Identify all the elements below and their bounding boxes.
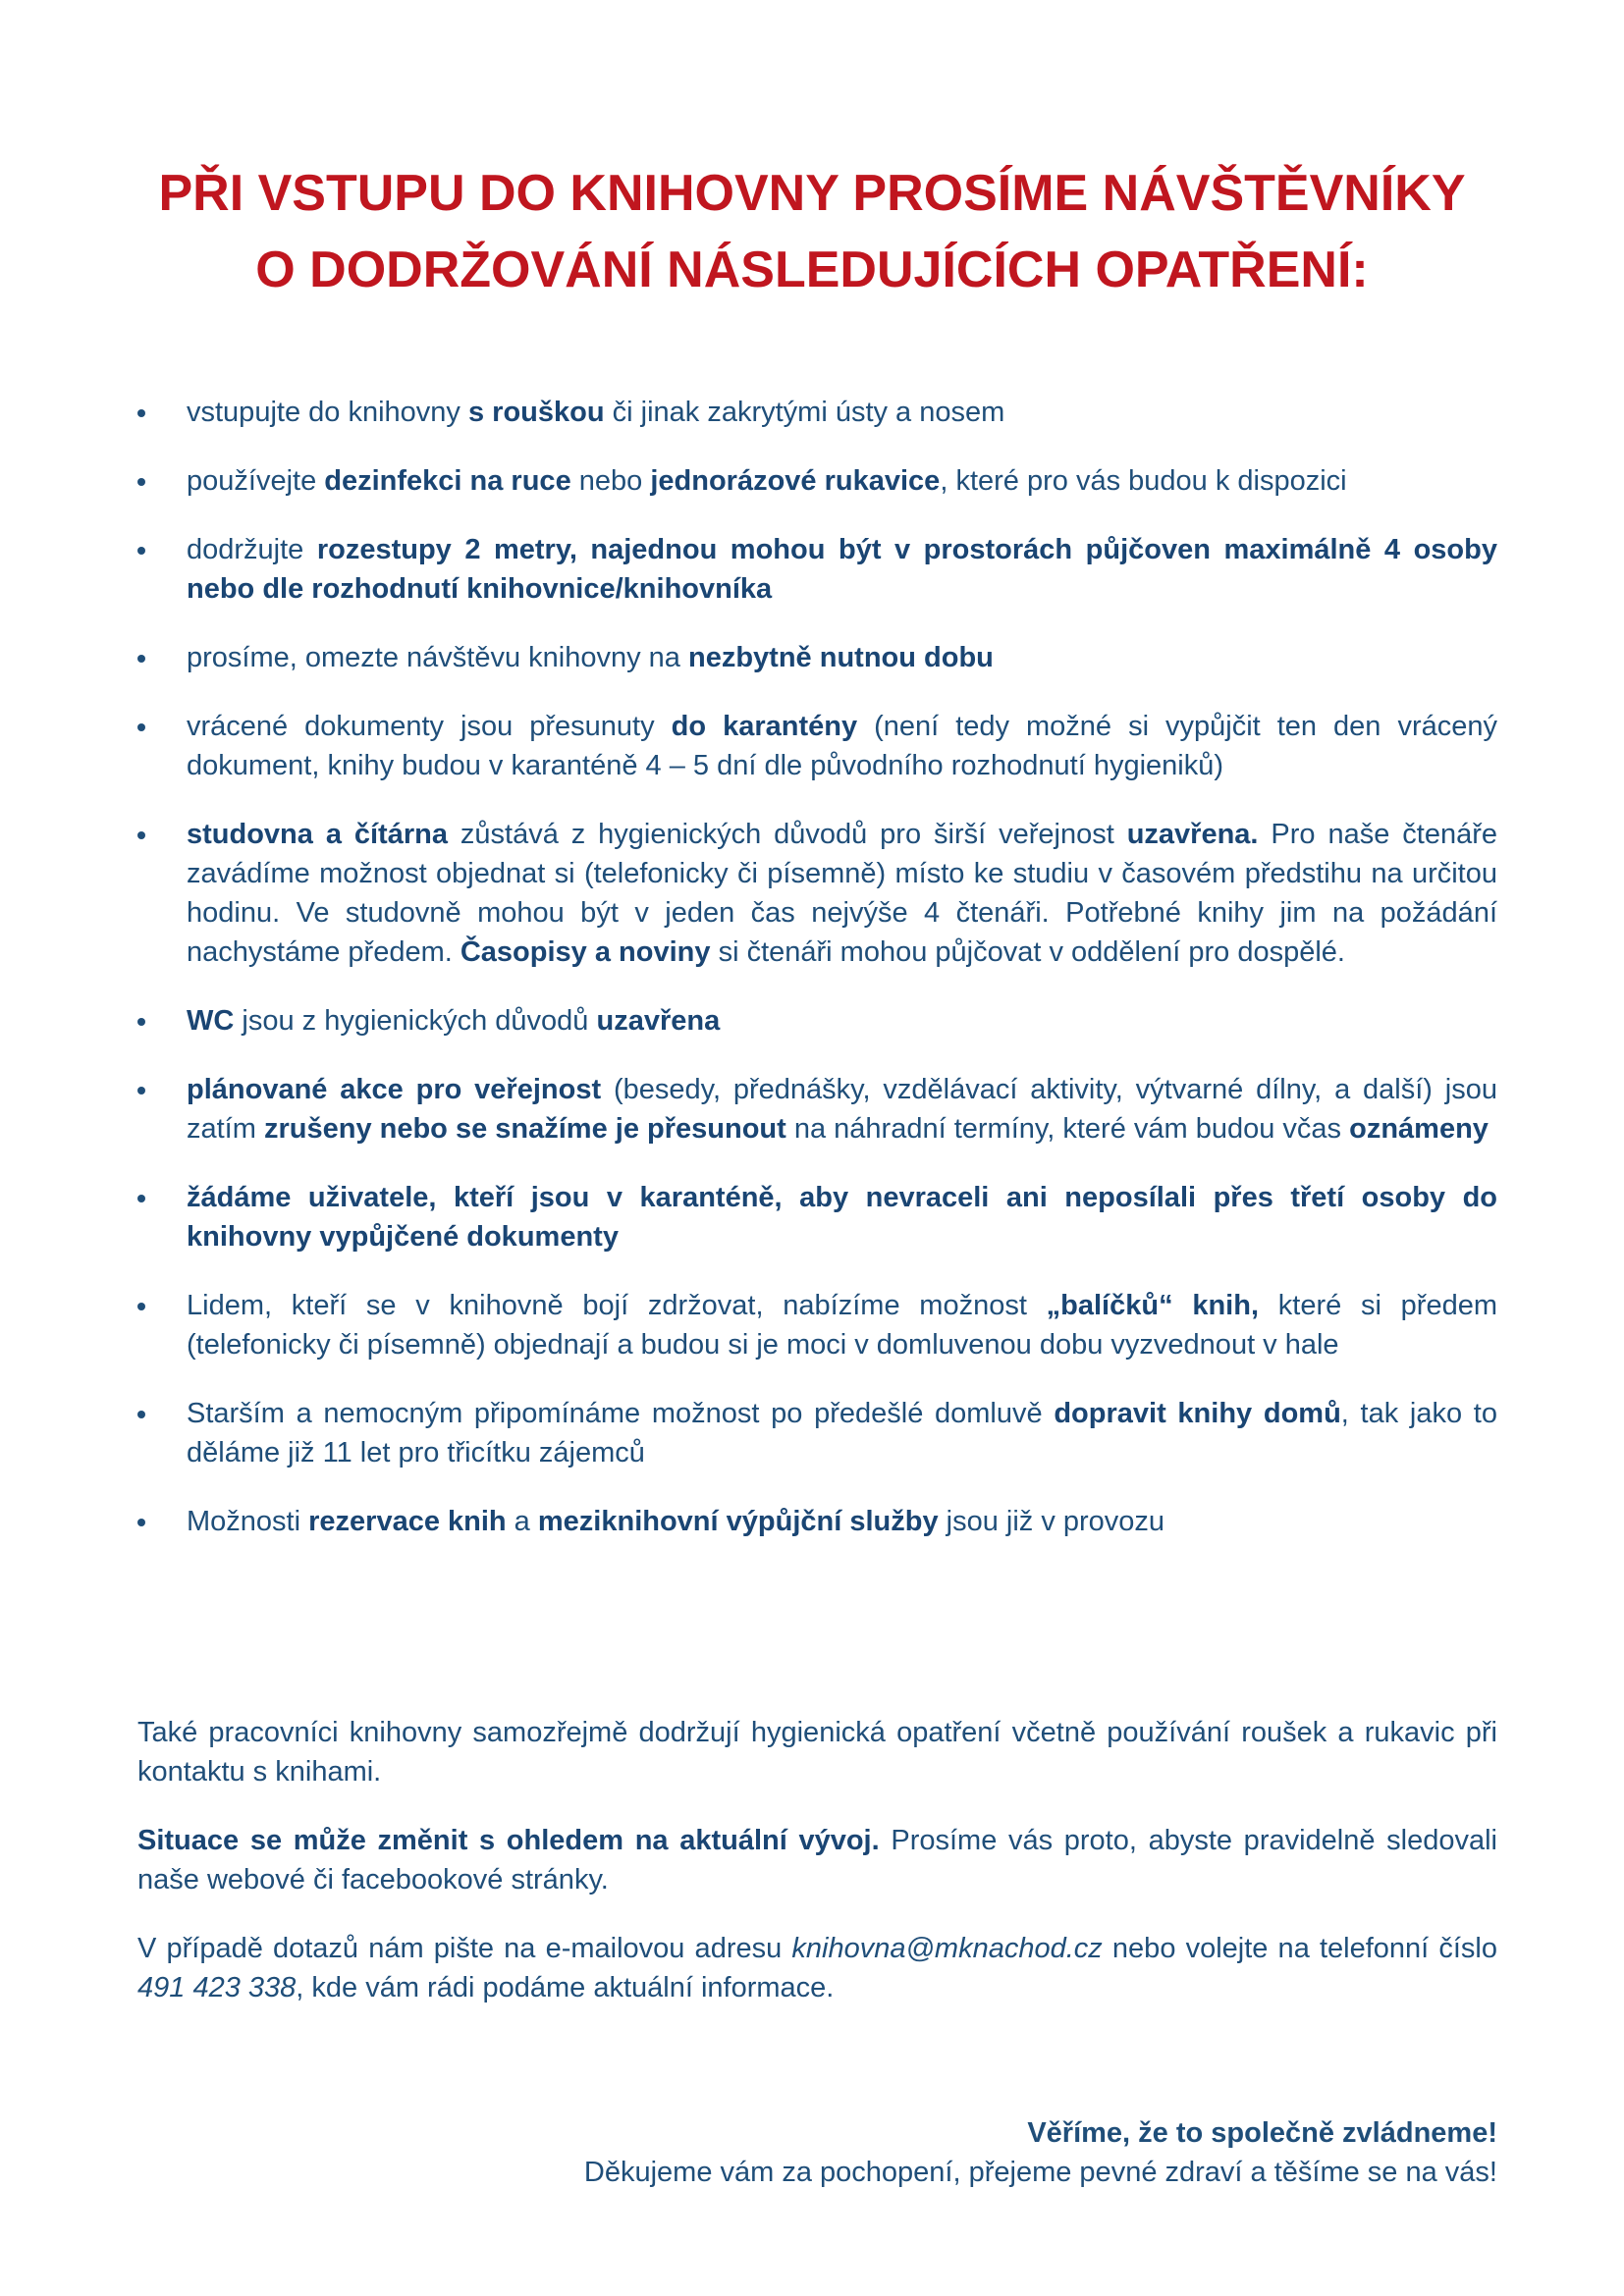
list-item: [137, 393, 1497, 432]
list-item-bold-text: dopravit knihy domů: [1054, 1398, 1341, 1429]
list-item-bold-text: jednorázové rukavice: [650, 465, 941, 497]
list-item-text: či jinak zakrytými ústy a nosem: [604, 397, 1005, 428]
list-item-text: které si předem (telefonicky či písemně) objednají a budou si je moci v domluvenou dobu vyzvednout v hale: [187, 1290, 1497, 1361]
list-item-text: zůstává z hygienických důvodů pro širší veřejnost: [447, 819, 1127, 850]
list-item-text: , které pro vás budou k dispozici: [940, 465, 1347, 497]
bullet-icon: [137, 1519, 145, 1526]
list-item: [137, 530, 1497, 609]
list-item-bold-text: nezbytně nutnou dobu: [687, 642, 994, 673]
list-item-bold-text: „balíčků“ knih,: [1046, 1290, 1260, 1321]
contact-note: [137, 1929, 1497, 2007]
list-item-bold-text: uzavřena: [596, 1005, 721, 1037]
list-item-bold-text: rozestupy 2 metry, najednou mohou být v prostorách půjčoven maximálně 4 osoby nebo dle rozhodnutí knihovnice/knihovníka: [187, 534, 1497, 605]
closing-line-1: Věříme, že to společně zvládneme!: [1027, 2117, 1497, 2149]
list-item-bold-text: oznámeny: [1349, 1113, 1489, 1145]
title-line-2: O DODRŽOVÁNÍ NÁSLEDUJÍCÍCH OPATŘENÍ:: [255, 241, 1369, 298]
bullet-icon: [137, 547, 145, 555]
list-item-text: (není tedy možné si vypůjčit ten den vrácený dokument, knihy budou v karanténě 4 – 5 dní dle původního rozhodnutí hygieniků): [187, 711, 1497, 781]
list-item-text: nebo: [570, 465, 651, 497]
situation-bold: Situace se může změnit s ohledem na aktuální vývoj.: [137, 1825, 880, 1856]
page-title: [0, 155, 1624, 308]
list-item-text: na náhradní termíny, které vám budou včas: [785, 1113, 1350, 1145]
list-item-bold-text: rezervace knih: [308, 1506, 507, 1537]
contact-email[interactable]: knihovna@mknachod.cz: [791, 1933, 1103, 1964]
closing-line-2: Děkujeme vám za pochopení, přejeme pevné zdraví a těšíme se na vás!: [583, 2157, 1497, 2188]
list-item: [137, 815, 1497, 972]
list-item-text: Lidem, kteří se v knihovně bojí zdržovat, nabízíme možnost: [187, 1290, 1047, 1321]
list-item: [137, 1286, 1497, 1364]
list-item-text: , tak jako to děláme již 11 let pro třicítku zájemců: [187, 1398, 1497, 1468]
list-item: [137, 1502, 1497, 1541]
list-item-text: Starším a nemocným připomínáme možnost po předešlé domluvě: [187, 1398, 1055, 1429]
bullet-icon: [137, 1087, 145, 1095]
list-item-bold-text: s rouškou: [467, 397, 605, 428]
list-item-text: prosíme, omezte návštěvu knihovny na: [187, 642, 688, 673]
list-item-bold-text: studovna a čítárna: [187, 819, 448, 850]
title-line-1: PŘI VSTUPU DO KNIHOVNY PROSÍME NÁVŠTĚVNÍKY: [158, 165, 1466, 222]
contact-pre: V případě dotazů nám pište na e-mailovou adresu: [137, 1933, 792, 1964]
staff-note: Také pracovníci knihovny samozřejmě dodržují hygienická opatření včetně používání roušek a rukavic při kontaktu s knihami.: [137, 1717, 1497, 1788]
list-item-bold-text: do karantény: [671, 711, 858, 742]
bullet-icon: [137, 655, 145, 663]
bullet-icon: [137, 1018, 145, 1026]
list-item-bold-text: žádáme uživatele, kteří jsou v karanténě, aby nevraceli ani neposílali přes třetí osoby do knihovny vypůjčené dokumenty: [187, 1182, 1497, 1253]
measures-list: [137, 393, 1497, 1571]
list-item-text: jsou z hygienických důvodů: [234, 1005, 597, 1037]
bullet-icon: [137, 1411, 145, 1418]
closing: [584, 2113, 1497, 2192]
bullet-icon: [137, 478, 145, 486]
list-item-text: jsou již v provozu: [938, 1506, 1165, 1537]
list-item-text: vstupujte do knihovny: [187, 397, 468, 428]
list-item-bold-text: zrušeny nebo se snažíme je přesunout: [263, 1113, 786, 1145]
contact-phone: 491 423 338: [137, 1972, 297, 2003]
situation-rest: Prosíme vás proto, abyste pravidelně sledovali naše webové či facebookové stránky.: [137, 1825, 1498, 1896]
list-item: [137, 1178, 1497, 1256]
list-item-text: Pro naše čtenáře zavádíme možnost objednat si (telefonicky či písemně) místo ke studiu v časovém předstihu na určitou hodinu. Ve studovně mohou být v jeden čas nejvýše 4 čtenáři. Potřebné knihy jim na požádání nachystáme předem.: [187, 819, 1497, 968]
list-item-bold-text: Časopisy a noviny: [460, 936, 711, 968]
list-item-text: Možnosti: [187, 1506, 309, 1537]
list-item-text: a: [506, 1506, 538, 1537]
list-item-bold-text: uzavřena.: [1126, 819, 1259, 850]
list-item-bold-text: dezinfekci na ruce: [324, 465, 571, 497]
list-item-text: (besedy, přednášky, vzdělávací aktivity, výtvarné dílny, a další) jsou zatím: [187, 1074, 1497, 1145]
list-item: [137, 461, 1497, 501]
bullet-icon: [137, 409, 145, 417]
list-item: [137, 1070, 1497, 1148]
list-item: [137, 1001, 1497, 1041]
contact-post: , kde vám rádi podáme aktuální informace.: [296, 1972, 835, 2003]
situation-note: [137, 1821, 1497, 1899]
list-item-bold-text: WC: [187, 1005, 235, 1037]
bullet-icon: [137, 1303, 145, 1310]
bullet-icon: [137, 723, 145, 731]
list-item-text: si čtenáři mohou půjčovat v oddělení pro dospělé.: [710, 936, 1345, 968]
bullet-icon: [137, 1195, 145, 1202]
list-item-bold-text: meziknihovní výpůjční služby: [537, 1506, 939, 1537]
list-item: [137, 707, 1497, 785]
list-item: [137, 1394, 1497, 1472]
list-item-text: vrácené dokumenty jsou přesunuty: [187, 711, 672, 742]
list-item-text: dodržujte: [187, 534, 317, 565]
list-item-bold-text: plánované akce pro veřejnost: [187, 1074, 602, 1105]
list-item: [137, 638, 1497, 677]
list-item-text: používejte: [187, 465, 325, 497]
bullet-icon: [137, 831, 145, 839]
contact-mid: nebo volejte na telefonní číslo: [1102, 1933, 1497, 1964]
